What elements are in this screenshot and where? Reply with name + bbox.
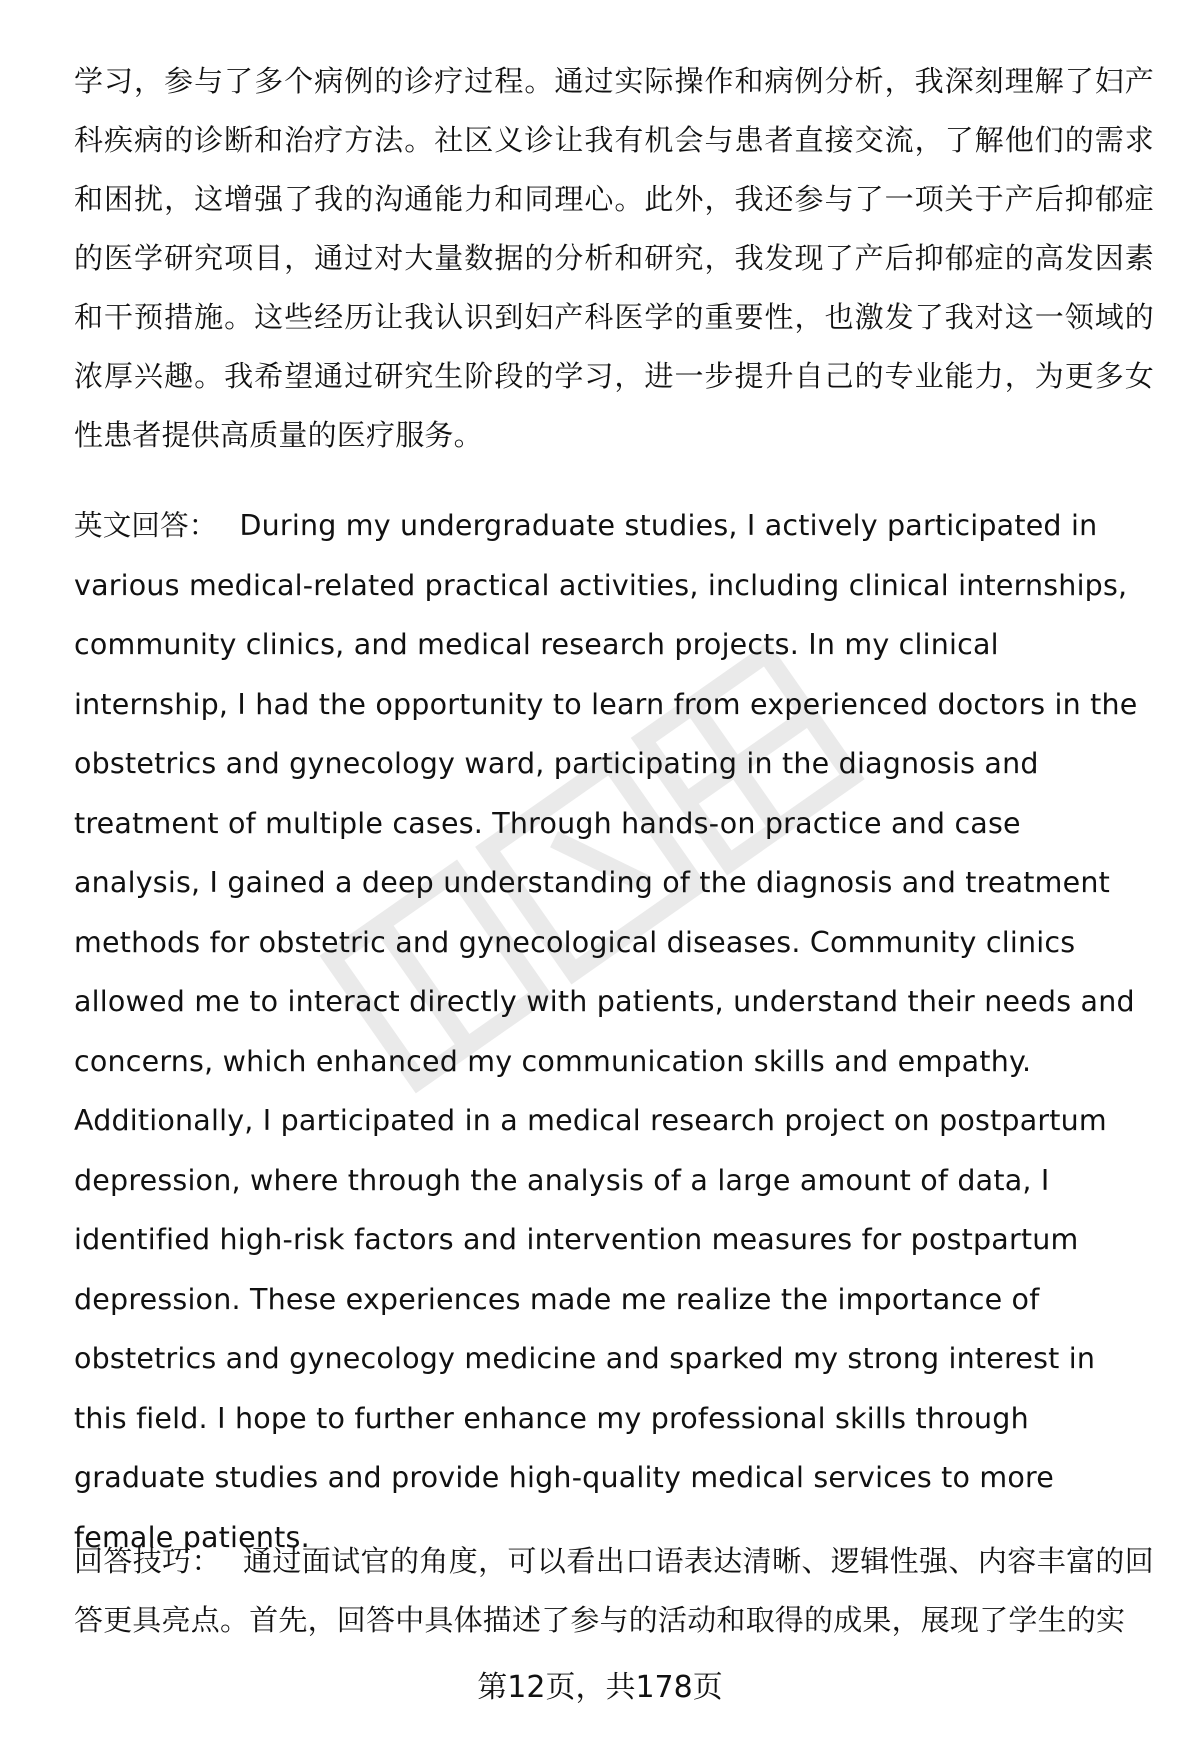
answer-tips-label: 回答技巧： <box>74 1544 221 1578</box>
answer-tips-text: 通过面试官的角度，可以看出口语表达清晰、逻辑性强、内容丰富的回答更具亮点。首先，回答中具体描述了参与的活动和取得的成果，展现了学生的实 <box>74 1544 1154 1637</box>
answer-tips-paragraph <box>74 1532 1154 1650</box>
continuation-paragraph: 学习，参与了多个病例的诊疗过程。通过实际操作和病例分析，我深刻理解了妇产科疾病的诊断和治疗方法。社区义诊让我有机会与患者直接交流，了解他们的需求和困扰，这增强了我的沟通能力和同理心。此外，我还参与了一项关于产后抑郁症的医学研究项目，通过对大量数据的分析和研究，我发现了产后抑郁症的高发因素和干预措施。这些经历让我认识到妇产科医学的重要性，也激发了我对这一领域的浓厚兴趣。我希望通过研究生阶段的学习，进一步提升自己的专业能力，为更多女性患者提供高质量的医疗服务。 <box>74 64 1154 452</box>
english-answer-text: During my undergraduate studies, I actively participated in various medical-related practical activities, including clinical internships, community clinics, and medical research projects. In my clinical internship, I had the opportunity to learn from experienced doctors in the obstetrics and gynecology ward, participating in the diagnosis and treatment of multiple cases. Through hands-on practice and case analysis, I gained a deep understanding of the diagnosis and treatment methods for obstetric and gynecological diseases. Community clinics allowed me to interact directly with patients, understand their needs and concerns, which enhanced my communication skills and empathy. Additionally, I participated in a medical research project on postpartum depression, where through the analysis of a large amount of data, I identified high-risk factors and intervention measures for postpartum depression. These experiences made me realize the importance of obstetrics and gynecology medicine and sparked my strong interest in this field. I hope to further enhance my professional skills through graduate studies and provide high-quality medical services to more female patients. <box>74 509 1138 1554</box>
english-answer-paragraph <box>74 496 1154 1567</box>
english-answer-label: 英文回答： <box>74 509 218 542</box>
page-indicator: 第12页，共178页 <box>477 1670 723 1705</box>
